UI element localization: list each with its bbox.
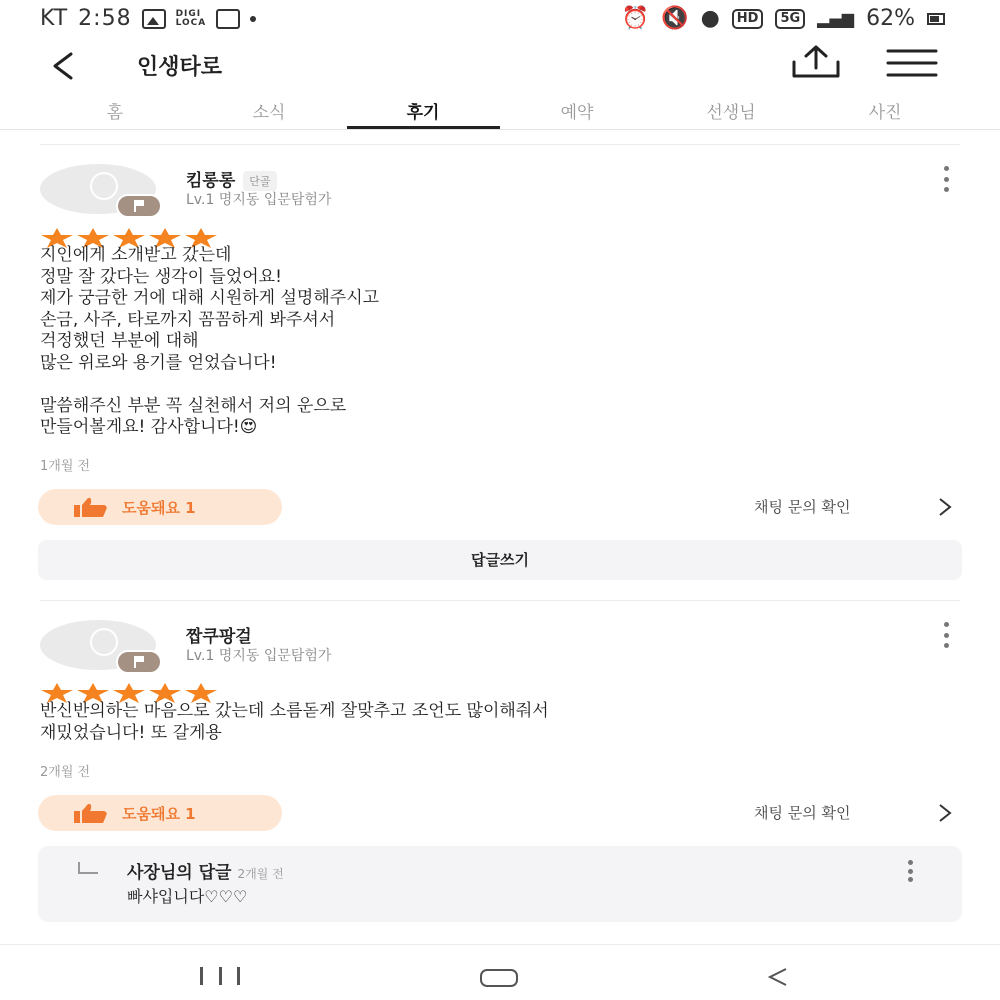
- tab-reviews[interactable]: 후기: [347, 90, 500, 129]
- helpful-label: 도움돼요 1: [122, 498, 196, 517]
- user-face-icon: [90, 628, 118, 656]
- owner-reply-title: 사장님의 답글 2개월 전: [127, 863, 284, 883]
- back-arrow-icon: [55, 54, 71, 78]
- divider: [40, 600, 960, 601]
- digi-loca-icon: DIGI LOCA: [175, 8, 207, 28]
- more-options-button[interactable]: [938, 622, 954, 648]
- system-back-button[interactable]: [766, 965, 790, 989]
- signal-icon: ▂▄▆: [817, 9, 855, 28]
- avatar[interactable]: [40, 620, 158, 672]
- location-icon: ●: [700, 6, 720, 31]
- reply-more-options-button[interactable]: [902, 860, 918, 882]
- helpful-label: 도움돼요 1: [122, 804, 196, 823]
- tab-photos[interactable]: 사진: [868, 103, 902, 123]
- hamburger-menu-icon: [888, 51, 936, 75]
- tab-news[interactable]: 소식: [252, 103, 286, 123]
- network-icon: 5G: [775, 9, 805, 29]
- helpful-button[interactable]: [38, 489, 282, 525]
- review-text: 지인에게 소개받고 갔는데 정말 잘 갔다는 생각이 들었어요! 제가 궁금한 거에 대해 시원하게 설명해주시고 손금, 사주, 타로까지 꼼꼼하게 봐주셔서 걱정했던 부분에 대해 많은 위로와 용기를 얻었습니다! 말씀해주신 부분 꼭 실천해서 저의 운으로 만들어볼게요! 감사합니다!😍: [40, 245, 380, 437]
- home-button[interactable]: [480, 969, 518, 987]
- app-header: [0, 40, 1000, 90]
- reply-arrow-icon: [78, 862, 98, 874]
- alarm-icon: ⏰: [621, 6, 650, 31]
- carrier-label: KT: [40, 6, 69, 31]
- notification-dot-icon: [250, 16, 256, 22]
- share-button[interactable]: [788, 44, 844, 80]
- flag-badge-icon: [116, 650, 162, 674]
- share-icon: [794, 47, 838, 76]
- reviewer-nickname[interactable]: 짭쿠팡걸: [186, 627, 252, 647]
- chevron-right-icon[interactable]: [938, 803, 952, 823]
- regular-customer-tag: 단골: [243, 171, 276, 191]
- menu-button[interactable]: [886, 48, 938, 78]
- status-bar: [0, 0, 1000, 40]
- flag-badge-icon: [116, 194, 162, 218]
- clock: 2:58: [78, 6, 132, 31]
- mute-icon: 🔇: [661, 6, 689, 31]
- battery-icon: [927, 13, 945, 25]
- thumbs-up-icon: [74, 803, 108, 823]
- camera-icon: [216, 9, 240, 29]
- gallery-icon: [142, 9, 166, 29]
- recent-apps-button[interactable]: [200, 967, 240, 987]
- tab-bar: [0, 90, 1000, 130]
- reviewer-nickname[interactable]: 킴롱롱 단골: [186, 166, 277, 191]
- review-date: 2개월 전: [40, 765, 91, 780]
- reviewer-level: Lv.1 명지동 입문탐험가: [186, 192, 332, 208]
- review-text: 반신반의하는 마음으로 갔는데 소름돋게 잘맞추고 조언도 많이해줘서 재밌었습니다! 또 갈게용: [40, 701, 549, 743]
- owner-reply-date: 2개월 전: [237, 867, 284, 881]
- helpful-button[interactable]: [38, 795, 282, 831]
- thumbs-up-icon: [74, 497, 108, 517]
- owner-reply-body: 빠샤입니다♡♡♡: [127, 887, 248, 906]
- divider: [40, 144, 960, 145]
- owner-reply: [38, 846, 962, 922]
- more-options-button[interactable]: [938, 166, 954, 192]
- system-nav-bar: [0, 944, 1000, 1000]
- chat-inquiry-link[interactable]: 채팅 문의 확인: [754, 498, 851, 516]
- tab-reservation[interactable]: 예약: [560, 103, 594, 123]
- chevron-right-icon[interactable]: [938, 497, 952, 517]
- chat-inquiry-link[interactable]: 채팅 문의 확인: [754, 804, 851, 822]
- reviewer-level: Lv.1 명지동 입문탐험가: [186, 648, 332, 664]
- review-date: 1개월 전: [40, 459, 91, 474]
- user-face-icon: [90, 172, 118, 200]
- tab-teachers[interactable]: 선생님: [706, 103, 756, 123]
- tab-home[interactable]: 홈: [106, 103, 124, 123]
- back-chevron-icon: [770, 969, 786, 985]
- hd-icon: HD: [732, 9, 764, 29]
- write-reply-button[interactable]: 답글쓰기: [38, 540, 962, 580]
- back-button[interactable]: [45, 48, 81, 84]
- page-title: 인생타로: [137, 55, 223, 80]
- battery-percent: 62%: [866, 6, 915, 31]
- avatar[interactable]: [40, 164, 158, 216]
